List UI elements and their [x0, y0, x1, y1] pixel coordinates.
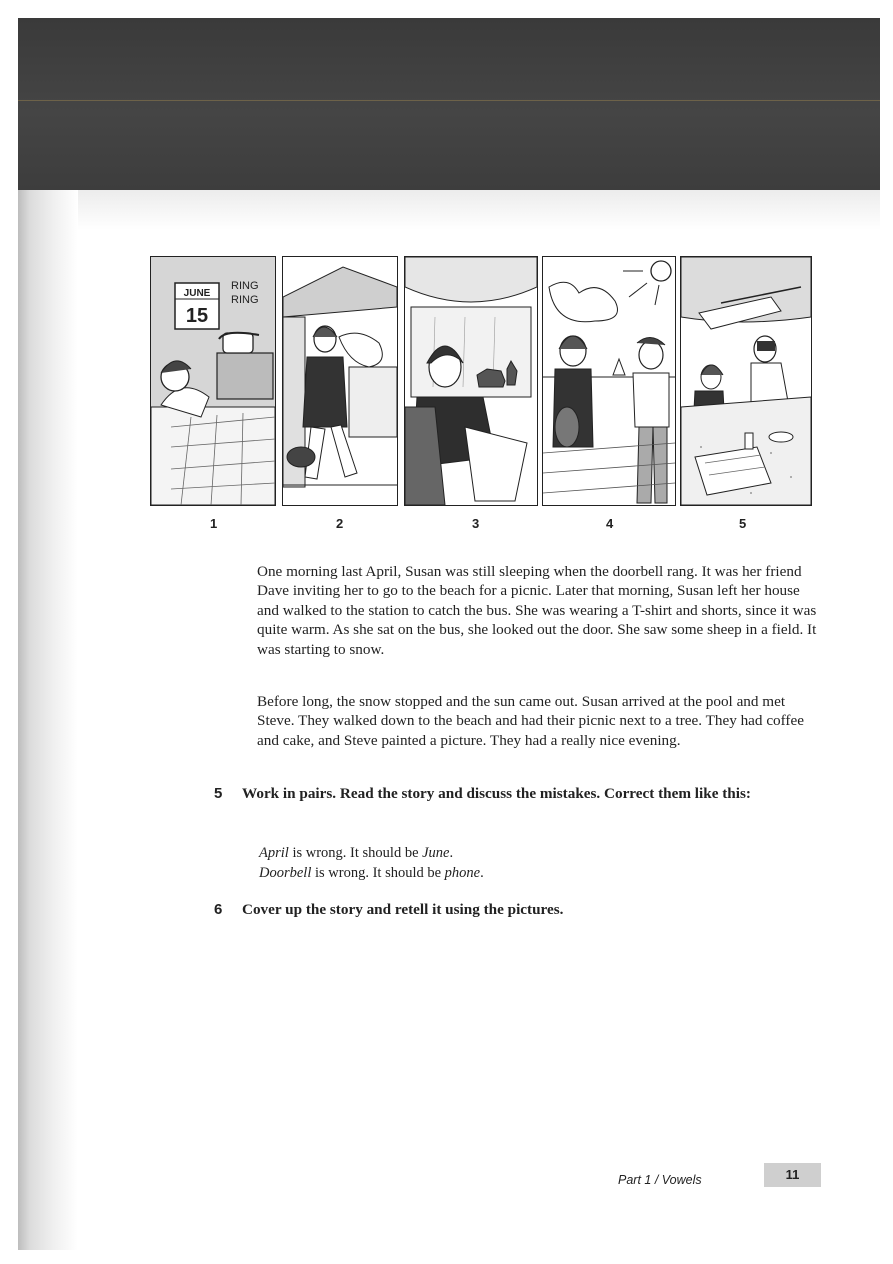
camera-icon	[757, 341, 775, 351]
example-1-end: .	[449, 845, 454, 861]
exercise-6-instruction: Cover up the story and retell it using the pictures.	[242, 901, 564, 918]
story-paragraph-2-text: Before long, the snow stopped and the sun came out. Susan arrived at the pool and met Steve. They walked down to the beach and had their picnic next to a tree. They had coffee and cake, and Steve painted a picture. They had a really nice evening.	[257, 693, 804, 749]
panel-2-drawing	[283, 257, 397, 505]
example-2-mid: is wrong. It should be	[311, 865, 445, 881]
ring-text-1: RING	[231, 280, 259, 292]
story-paragraph-1	[257, 562, 817, 659]
panel-5-illustration	[680, 256, 812, 506]
panel-number-5: 5	[739, 516, 747, 531]
scan-dark-band	[18, 18, 880, 190]
example-2-right: phone	[444, 865, 481, 881]
example-1-wrong: April	[259, 845, 289, 861]
example-2-wrong: Doorbell	[259, 865, 312, 881]
calendar-day: 15	[185, 305, 209, 327]
comic-strip	[150, 256, 810, 506]
page-top-shadow	[78, 190, 880, 230]
example-1-mid: is wrong. It should be	[288, 845, 423, 861]
panel-number-3: 3	[472, 516, 480, 531]
panel-number-1: 1	[210, 516, 218, 531]
panel-2-illustration	[282, 256, 398, 506]
calendar-month: JUNE	[183, 288, 211, 299]
page-spine-shadow	[18, 190, 78, 1250]
panel-1-drawing	[151, 257, 275, 505]
exercise-5-instruction: Work in pairs. Read the story and discuss the mistakes. Correct them like this:	[242, 785, 751, 802]
panel-4-drawing	[543, 257, 675, 505]
exercise-5-number: 5	[214, 785, 223, 802]
example-line-2	[259, 863, 484, 883]
story-paragraph-1-text: One morning last April, Susan was still sleeping when the doorbell rang. It was her friend Dave inviting her to go to the beach for a picnic. Later that morning, Susan left her house and walked to the station to catch the bus. She was wearing a T-shirt and shorts, since it was quite warm. As she sat on the bus, she looked out the door. She saw some sheep in a field. It was starting to snow.	[257, 563, 817, 658]
exercise-6-number: 6	[214, 901, 223, 918]
panel-number-4: 4	[606, 516, 614, 531]
panel-3-drawing	[405, 257, 537, 505]
footer-section-label: Part 1 / Vowels	[618, 1173, 702, 1187]
ring-text-2: RING	[231, 294, 259, 306]
exercise-5-examples	[259, 843, 484, 883]
telephone-icon	[223, 333, 253, 353]
panel-4-illustration	[542, 256, 676, 506]
sun-icon	[651, 261, 671, 281]
panel-3-illustration	[404, 256, 538, 506]
example-line-1	[259, 843, 484, 863]
panel-1-illustration	[150, 256, 276, 506]
nightstand	[217, 353, 273, 399]
example-2-end: .	[480, 865, 484, 881]
page-number: 11	[764, 1163, 821, 1187]
panel-5-drawing	[681, 257, 811, 505]
story-paragraph-2	[257, 692, 817, 750]
panel-number-2: 2	[336, 516, 344, 531]
example-1-right: June	[422, 845, 450, 861]
